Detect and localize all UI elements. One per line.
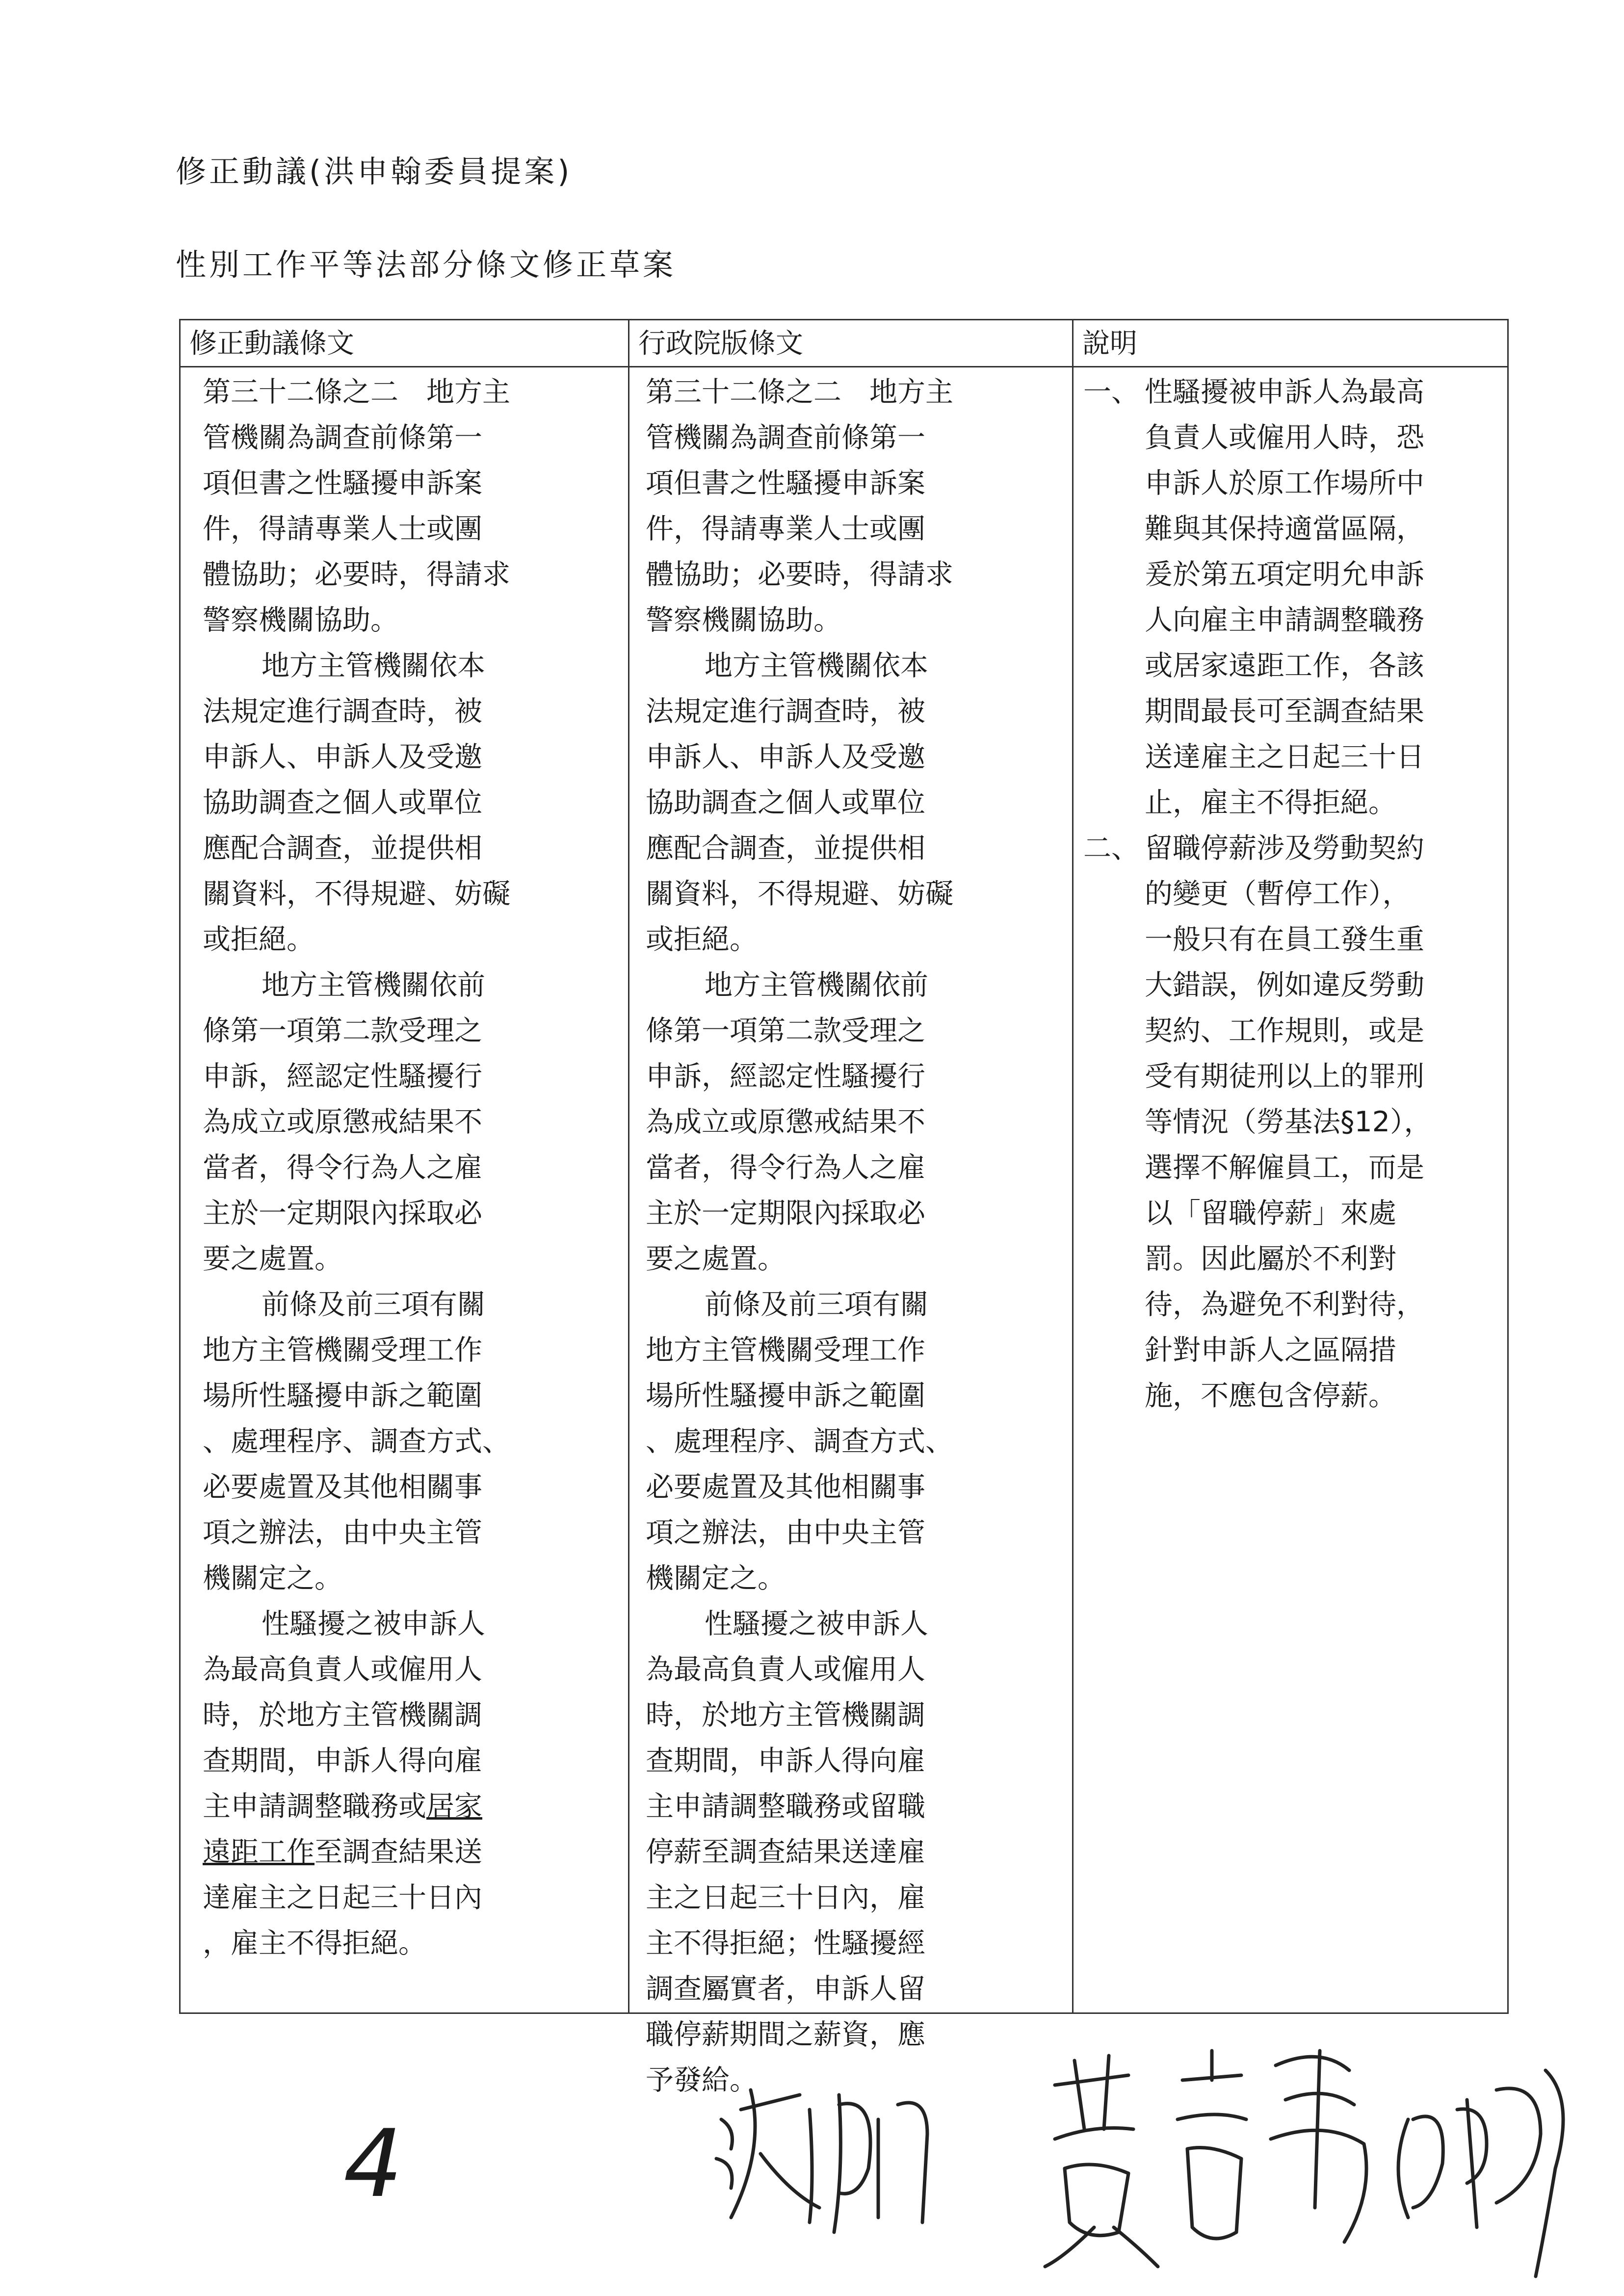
motion-text-line: 項之辦法，由中央主管 xyxy=(203,1516,482,1549)
executive-text-line: 主申請調整職務或留職 xyxy=(646,1790,925,1823)
executive-text-line: 停薪至調查結果送達雇 xyxy=(646,1836,925,1868)
executive-text-line: 調查屬實者，申訴人留 xyxy=(646,1973,925,2005)
motion-text-line: 協助調查之個人或單位 xyxy=(203,786,482,819)
explanation-text-line: 針對申訴人之區隔措 xyxy=(1145,1334,1396,1366)
executive-text-line: 地方主管機關受理工作 xyxy=(646,1334,925,1366)
explanation-text-line: 選擇不解僱員工，而是 xyxy=(1145,1151,1424,1184)
motion-text-line: 必要處置及其他相關事 xyxy=(203,1471,482,1503)
explanation-text-line: 契約、工作規則，或是 xyxy=(1145,1015,1424,1047)
column-divider xyxy=(1072,320,1074,2012)
motion-text-line: 或拒絕。 xyxy=(203,923,314,956)
executive-text-line: 協助調查之個人或單位 xyxy=(646,786,925,819)
explanation-text-line: 罰。因此屬於不利對 xyxy=(1145,1243,1396,1275)
executive-text-line: 件，得請專業人士或團 xyxy=(646,513,925,545)
column-header-explanation: 說明 xyxy=(1074,320,1509,367)
motion-text-line: 法規定進行調查時，被 xyxy=(203,695,482,728)
explanation-text-line: 等情況（勞基法§12）， xyxy=(1145,1106,1432,1138)
underlined-amendment-text: 遠距工作 xyxy=(203,1836,314,1868)
motion-text-line: 機關定之。 xyxy=(203,1562,342,1594)
explanation-text-line: 一般只有在員工發生重 xyxy=(1145,923,1424,956)
explanation-text-line: 的變更（暫停工作）， xyxy=(1145,878,1411,910)
column-header-motion: 修正動議條文 xyxy=(181,320,629,367)
executive-text-line: 為成立或原懲戒結果不 xyxy=(646,1106,925,1138)
executive-text-line: 法規定進行調查時，被 xyxy=(646,695,925,728)
explanation-item-marker: 二、 xyxy=(1083,832,1139,864)
explanation-text-line: 施，不應包含停薪。 xyxy=(1145,1380,1396,1412)
executive-text-line: 主於一定期限內採取必 xyxy=(646,1197,925,1229)
motion-text-line: 申訴人、申訴人及受邀 xyxy=(203,741,482,773)
explanation-text-line: 期間最長可至調查結果 xyxy=(1145,695,1424,728)
motion-text-line: 地方主管機關依前 xyxy=(262,969,485,1001)
explanation-text-line: 大錯誤，例如違反勞動 xyxy=(1145,969,1424,1001)
comparison-table xyxy=(179,319,1509,2096)
explanation-text-line: 申訴人於原工作場所中 xyxy=(1145,467,1424,499)
executive-text-line: 時，於地方主管機關調 xyxy=(646,1699,925,1731)
motion-text-line: 性騷擾之被申訴人 xyxy=(262,1608,485,1640)
executive-text-line: 條第一項第二款受理之 xyxy=(646,1015,925,1047)
executive-text-line: 第三十二條之二 地方主 xyxy=(646,376,953,408)
motion-text-line: 場所性騷擾申訴之範圍 xyxy=(203,1380,482,1412)
motion-text-segment: 至調查結果送 xyxy=(314,1836,482,1868)
motion-text-line: 、處理程序、調查方式、 xyxy=(203,1425,510,1458)
motion-text-line: 關資料，不得規避、妨礙 xyxy=(203,878,510,910)
executive-text-line: 關資料，不得規避、妨礙 xyxy=(646,878,953,910)
motion-text-line: 應配合調查，並提供相 xyxy=(203,832,482,864)
explanation-text-line: 以「留職停薪」來處 xyxy=(1145,1197,1396,1229)
explanation-text-line: 或居家遠距工作，各該 xyxy=(1145,650,1424,682)
executive-text-line: 為最高負責人或僱用人 xyxy=(646,1653,925,1686)
motion-text-segment: 主申請調整職務或 xyxy=(203,1790,426,1823)
executive-text-line: 當者，得令行為人之雇 xyxy=(646,1151,925,1184)
motion-text-cell xyxy=(203,369,510,1966)
explanation-text-line: 送達雇主之日起三十日 xyxy=(1145,741,1424,773)
signature-2 xyxy=(1045,2051,1366,2267)
signature-1 xyxy=(716,2090,927,2232)
motion-title: 修正動議(洪申翰委員提案) xyxy=(176,154,573,189)
executive-text-line: 前條及前三項有關 xyxy=(705,1288,928,1321)
motion-text-line: 當者，得令行為人之雇 xyxy=(203,1151,482,1184)
document-title: 性別工作平等法部分條文修正草案 xyxy=(176,247,677,283)
signature-3 xyxy=(1398,2070,1563,2276)
motion-text-line: 項但書之性騷擾申訴案 xyxy=(203,467,482,499)
signatures xyxy=(711,2021,1595,2296)
executive-text-line: 主之日起三十日內，雇 xyxy=(646,1881,925,1914)
executive-text-line: 性騷擾之被申訴人 xyxy=(705,1608,928,1640)
executive-text-line: 予發給。 xyxy=(646,2064,758,2096)
motion-text-line: 第三十二條之二 地方主 xyxy=(203,376,510,408)
motion-text-line: 警察機關協助。 xyxy=(203,604,398,636)
executive-text-line: 體協助；必要時，得請求 xyxy=(646,558,953,591)
executive-text-line: 必要處置及其他相關事 xyxy=(646,1471,925,1503)
motion-text-line: 主於一定期限內採取必 xyxy=(203,1197,482,1229)
explanation-text-line: 止，雇主不得拒絕。 xyxy=(1145,786,1396,819)
explanation-text-line: 難與其保持適當區隔， xyxy=(1145,513,1424,545)
explanation-text-line: 人向雇主申請調整職務 xyxy=(1145,604,1424,636)
executive-text-line: 管機關為調查前條第一 xyxy=(646,421,925,454)
motion-text-line: 要之處置。 xyxy=(203,1243,342,1275)
executive-text-line: 、處理程序、調查方式、 xyxy=(646,1425,953,1458)
motion-text-line xyxy=(203,1784,510,1829)
motion-text-line: 查期間，申訴人得向雇 xyxy=(203,1745,482,1777)
motion-text-line: 件，得請專業人士或團 xyxy=(203,513,482,545)
motion-text-line: 為最高負責人或僱用人 xyxy=(203,1653,482,1686)
executive-text-line: 項但書之性騷擾申訴案 xyxy=(646,467,925,499)
motion-text-line: 為成立或原懲戒結果不 xyxy=(203,1106,482,1138)
executive-text-line: 地方主管機關依本 xyxy=(705,650,928,682)
executive-text-line: 地方主管機關依前 xyxy=(705,969,928,1001)
page-number: 4 xyxy=(343,2110,403,2218)
executive-text-line: 應配合調查，並提供相 xyxy=(646,832,925,864)
explanation-text-line: 負責人或僱用人時，恐 xyxy=(1145,421,1424,454)
executive-text-line: 警察機關協助。 xyxy=(646,604,841,636)
column-header-executive: 行政院版條文 xyxy=(629,320,1074,367)
motion-text-line: 地方主管機關依本 xyxy=(262,650,485,682)
motion-text-line: 體協助；必要時，得請求 xyxy=(203,558,510,591)
explanation-text-cell xyxy=(1083,369,1505,1419)
motion-text-line: 時，於地方主管機關調 xyxy=(203,1699,482,1731)
executive-text-line: 要之處置。 xyxy=(646,1243,786,1275)
executive-text-line: 場所性騷擾申訴之範圍 xyxy=(646,1380,925,1412)
motion-text-line: 條第一項第二款受理之 xyxy=(203,1015,482,1047)
motion-text-line: 管機關為調查前條第一 xyxy=(203,421,482,454)
motion-text-line: 前條及前三項有關 xyxy=(262,1288,485,1321)
motion-text-line: 地方主管機關受理工作 xyxy=(203,1334,482,1366)
column-divider xyxy=(628,320,629,2012)
executive-text-line: 項之辦法，由中央主管 xyxy=(646,1516,925,1549)
explanation-text-line: 留職停薪涉及勞動契約 xyxy=(1145,832,1424,864)
motion-text-line: 達雇主之日起三十日內 xyxy=(203,1881,482,1914)
executive-text-line: 機關定之。 xyxy=(646,1562,786,1594)
motion-text-line: ，雇主不得拒絕。 xyxy=(203,1927,426,1959)
explanation-item xyxy=(1083,826,1505,1419)
executive-text-line: 職停薪期間之薪資，應 xyxy=(646,2018,925,2051)
executive-text-line: 主不得拒絕；性騷擾經 xyxy=(646,1927,925,1959)
executive-text-line: 申訴，經認定性騷擾行 xyxy=(646,1060,925,1093)
explanation-item xyxy=(1083,369,1505,826)
explanation-text-line: 待，為避免不利對待， xyxy=(1145,1288,1424,1321)
explanation-text-line: 性騷擾被申訴人為最高 xyxy=(1145,376,1424,408)
executive-text-line: 查期間，申訴人得向雇 xyxy=(646,1745,925,1777)
motion-text-line: 申訴，經認定性騷擾行 xyxy=(203,1060,482,1093)
explanation-text-line: 受有期徒刑以上的罪刑 xyxy=(1145,1060,1424,1093)
motion-text-line xyxy=(203,1829,510,1875)
underlined-amendment-text: 居家 xyxy=(426,1790,482,1823)
executive-text-cell xyxy=(646,369,953,2103)
executive-text-line: 或拒絕。 xyxy=(646,923,758,956)
explanation-item-marker: 一、 xyxy=(1083,376,1139,408)
explanation-text-line: 爰於第五項定明允申訴 xyxy=(1145,558,1424,591)
executive-text-line: 申訴人、申訴人及受邀 xyxy=(646,741,925,773)
